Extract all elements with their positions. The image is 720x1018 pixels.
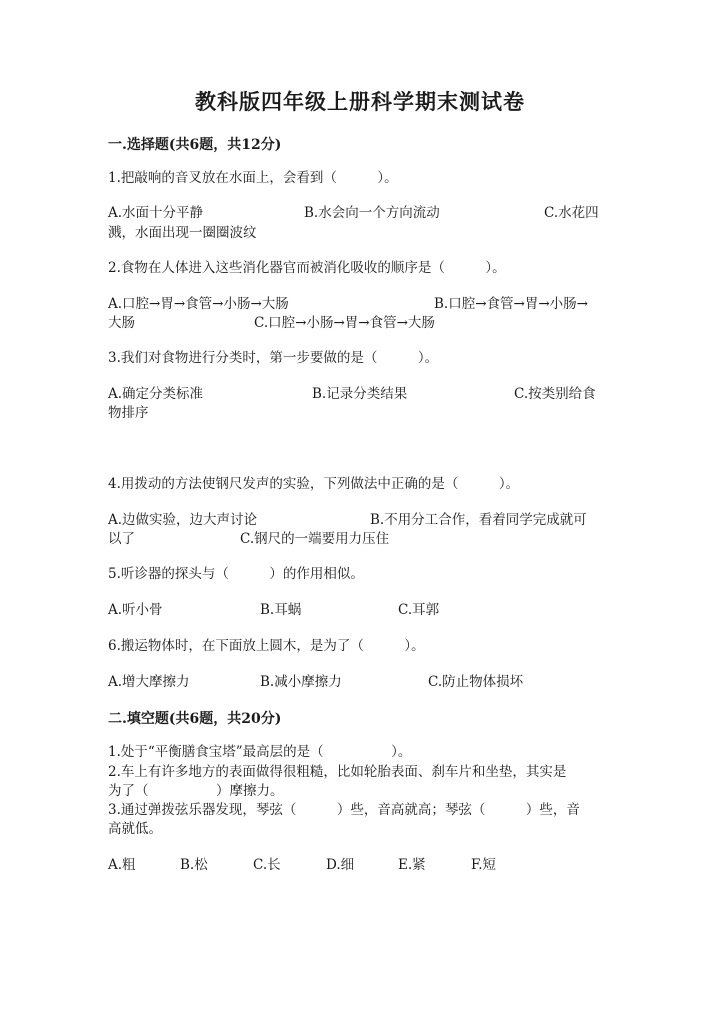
page-title: 教科版四年级上册科学期末测试卷 — [195, 89, 525, 114]
question-2-option-b-cont: 大肠 — [108, 315, 135, 331]
question-6-option-a: A.增大摩擦力 — [108, 674, 190, 690]
question-5-option-a: A.听小骨 — [108, 602, 163, 618]
question-4-option-c: C.钢尺的一端要用力压住 — [240, 531, 390, 547]
question-1-stem: 1.把敲响的音叉放在水面上，会看到（ ）。 — [108, 170, 398, 186]
question-5-option-c: C.耳郭 — [398, 602, 440, 618]
word-bank-option-e: E.紧 — [398, 857, 426, 873]
question-3-option-b: B.记录分类结果 — [312, 386, 408, 402]
question-1-option-b: B.水会向一个方向流动 — [304, 205, 440, 221]
word-bank-option-b: B.松 — [180, 857, 208, 873]
fill-question-2: 2.车上有许多地方的表面做得很粗糙，比如轮胎表面、刹车片和坐垫，其实是 — [108, 764, 567, 780]
question-2-stem: 2.食物在人体进入这些消化器官而被消化吸收的顺序是（ ）。 — [108, 260, 506, 276]
fill-question-3: 3.通过弹拨弦乐器发现，琴弦（ ）些，音高就高；琴弦（ ）些，音 — [108, 802, 580, 818]
fill-question-3-cont: 高就低。 — [108, 821, 162, 837]
question-2-option-c: C.口腔→小肠→胃→食管→大肠 — [254, 315, 435, 331]
question-5-option-b: B.耳蜗 — [260, 602, 302, 618]
question-4-option-b: B.不用分工合作，看着同学完成就可 — [370, 512, 587, 528]
question-4-option-a: A.边做实验，边大声讨论 — [108, 512, 258, 528]
word-bank-option-a: A.粗 — [108, 857, 136, 873]
question-2-option-b: B.口腔→食管→胃→小肠→ — [434, 296, 588, 312]
question-4-stem: 4.用拨动的方法使钢尺发声的实验，下列做法中正确的是（ ）。 — [108, 476, 520, 492]
fill-question-2-cont: 为了（ ）摩擦力。 — [108, 783, 284, 799]
fill-question-1: 1.处于“平衡膳食宝塔”最高层的是（ ）。 — [108, 744, 412, 760]
question-2-option-a: A.口腔→胃→食管→小肠→大肠 — [108, 296, 289, 312]
question-6-stem: 6.搬运物体时，在下面放上圆木，是为了（ ）。 — [108, 638, 425, 654]
question-3-option-c: C.按类别给食 — [514, 386, 596, 402]
word-bank-option-c: C.长 — [253, 857, 281, 873]
question-1-option-c-cont: 溅，水面出现一圈圈波纹 — [108, 225, 257, 241]
question-1-option-a: A.水面十分平静 — [108, 205, 204, 221]
question-1-option-c: C.水花四 — [544, 205, 599, 221]
question-3-option-c-cont: 物排序 — [108, 405, 149, 421]
word-bank-option-d: D.细 — [326, 857, 355, 873]
section-heading-fill: 二.填空题(共6题，共20分) — [108, 711, 282, 727]
word-bank-option-f: F.短 — [471, 857, 497, 873]
question-6-option-c: C.防止物体损坏 — [428, 674, 524, 690]
section-heading-choice: 一.选择题(共6题，共12分) — [108, 137, 282, 153]
question-5-stem: 5.听诊器的探头与（ ）的作用相似。 — [108, 566, 364, 582]
question-4-option-b-cont: 以了 — [108, 531, 135, 547]
question-6-option-b: B.减小摩擦力 — [260, 674, 342, 690]
question-3-option-a: A.确定分类标准 — [108, 386, 204, 402]
question-3-stem: 3.我们对食物进行分类时，第一步要做的是（ ）。 — [108, 350, 439, 366]
